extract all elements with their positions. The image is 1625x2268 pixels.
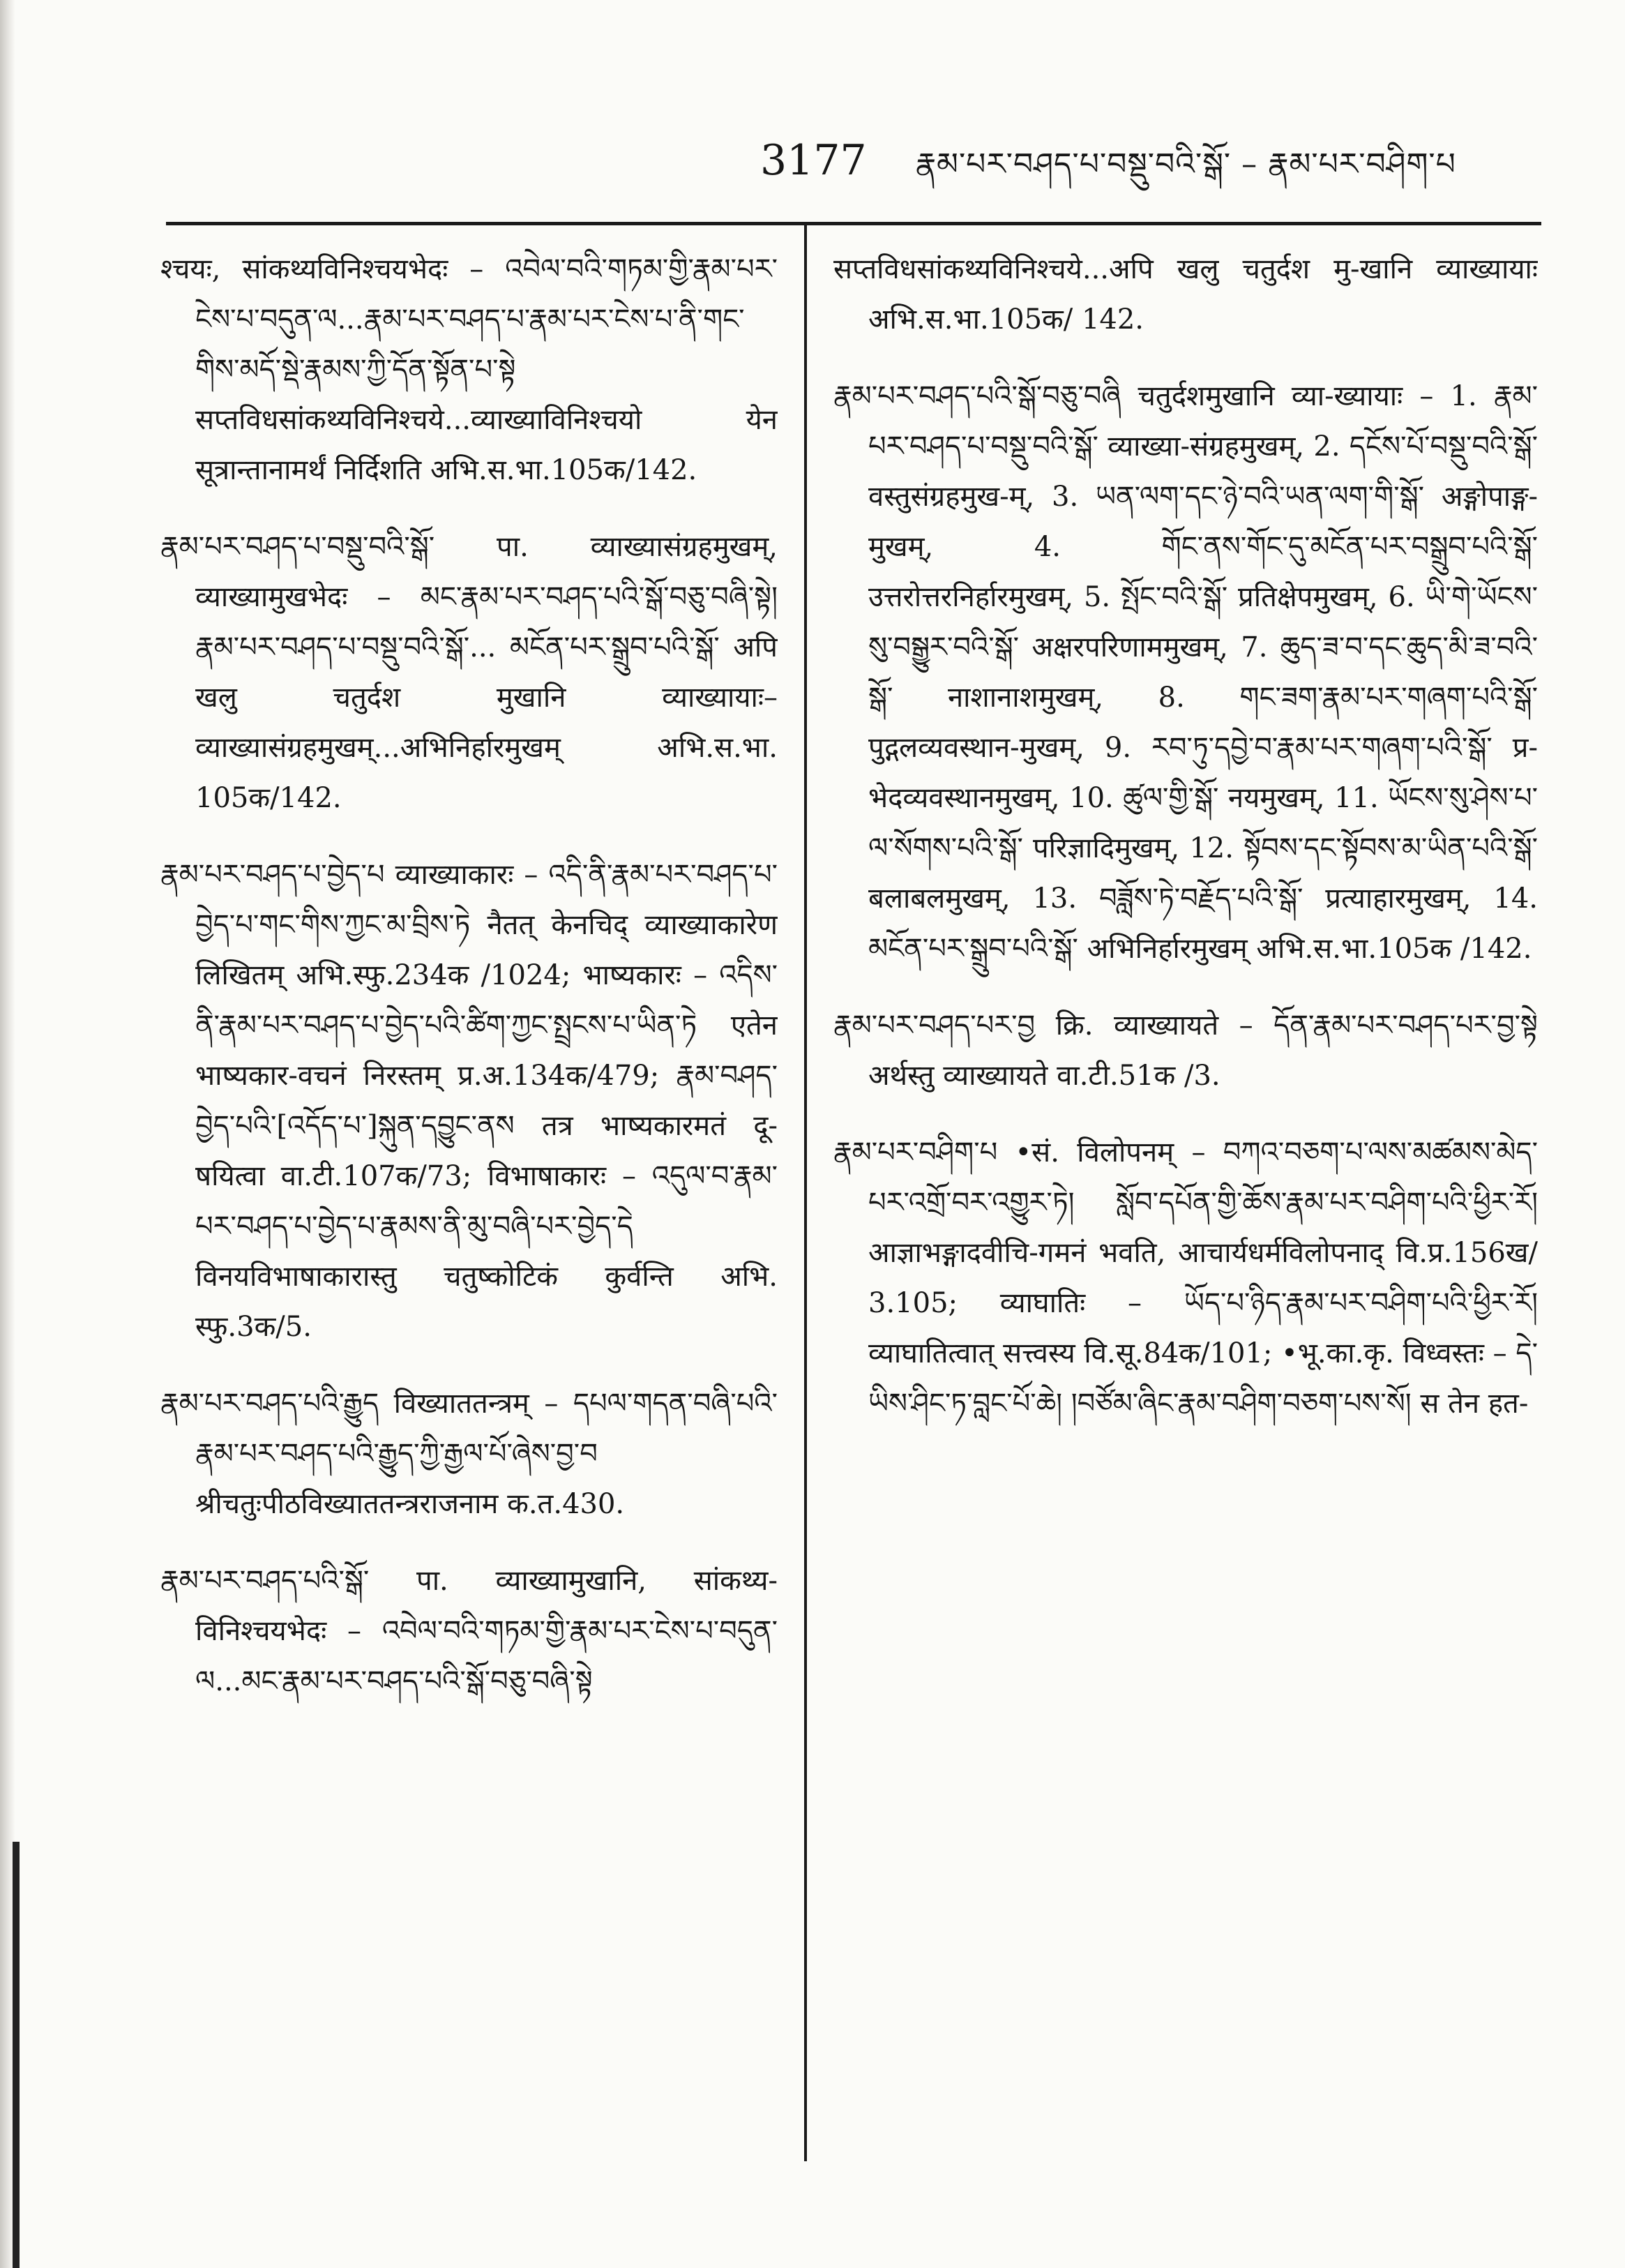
dictionary-entry: श्चयः, सांकथ्यविनिश्चयभेदः – འབེལ་བའི་གཏམ་གྱི་རྣམ་པར་ངེས་པ་བདུན་ལ...རྣམ་པར་བཤད་པ་རྣམ་པར་ངེས་པ་ནི་གང་གིས་མདོ་སྡེ་རྣམས་ཀྱི་དོན་སྟོན་པ་སྟེ सप्तविधसांकथ्यविनिश्चये...व्याख्याविनिश्चयो येन सूत्रान्तानामर्थं निर्दिशति अभि.स.भा.105क/142. — [160, 253, 778, 486]
dictionary-entry: རྣམ་པར་བཤིག་པ •सं. विलोपनम् – བཀའ་བཅག་པ་ལས་མཚམས་མེད་པར་འགྲོ་བར་འགྱུར་ཏེ། སློབ་དཔོན་གྱི་ཆོས་རྣམ་པར་བཤིག་པའི་ཕྱིར་རོ། आज्ञाभङ्गादवीचि-गमनं भवति, आचार्यधर्मविलोपनाद् वि.प्र.156ख/ 3.105; व्याघातिः – ཡོད་པ་ཉིད་རྣམ་པར་བཤིག་པའི་ཕྱིར་རོ། व्याघातित्वात् सत्त्वस्य वि.सू.84क/101; •भू.का.कृ. विध्वस्तः – དེ་ཡིས་ཤིང་ཏ་བླང་པོ་ཆེ། །བཙོམ་ཞིང་རྣམ་བཤིག་བཅག་པས་སོ། स तेन हत- — [833, 1136, 1538, 1420]
header-rule — [166, 222, 1541, 225]
page-header — [760, 119, 1576, 185]
dictionary-entry: རྣམ་པར་བཤད་པར་བྱ क्रि. व्याख्यायते – དོན་རྣམ་པར་བཤད་པར་བྱ་སྟེ अर्थस्तु व्याख्यायते वा.टी.51क /3. — [833, 1009, 1538, 1092]
binding-edge-mark — [13, 1842, 20, 2268]
dictionary-entry: རྣམ་པར་བཤད་པའི་སྒོ་ पा. व्याख्यामुखानि, सांकथ्य-विनिश्चयभेदः – འབེལ་བའི་གཏམ་གྱི་རྣམ་པར་ངེས་པ་བདུན་ལ...མང་རྣམ་པར་བཤད་པའི་སྒོ་བཅུ་བཞི་སྟེ — [160, 1565, 778, 1697]
left-column — [160, 244, 778, 2170]
right-column — [833, 244, 1538, 2170]
dictionary-entry: རྣམ་པར་བཤད་པ་བྱེད་པ व्याख्याकारः – འདི་ནི་རྣམ་པར་བཤད་པ་བྱེད་པ་གང་གིས་ཀྱང་མ་བྲིས་ཏེ नैतत् केनचिद् व्याख्याकारेण लिखितम् अभि.स्फु.234क /1024; भाष्यकारः – འདིས་ནི་རྣམ་པར་བཤད་པ་བྱེད་པའི་ཚིག་ཀྱང་སྤྲངས་པ་ཡིན་ཏེ एतेन भाष्यकार-वचनं निरस्तम् प्र.अ.134क/479; རྣམ་བཤད་བྱེད་པའི་[འདོད་པ་]སྐུན་དབྱུང་ནས तत्र भाष्यकारमतं दू-षयित्वा वा.टी.107क/73; विभाषाकारः – འདུལ་བ་རྣམ་པར་བཤད་པ་བྱེད་པ་རྣམས་ནི་མུ་བཞི་པར་བྱེད་དེ विनयविभाषाकारास्तु चतुष्कोटिकं कुर्वन्ति अभि. स्फु.3क/5. — [160, 859, 778, 1343]
dictionary-entry: རྣམ་པར་བཤད་པའི་རྒྱུད विख्याततन्त्रम् – དཔལ་གདན་བཞི་པའི་རྣམ་པར་བཤད་པའི་རྒྱུད་ཀྱི་རྒྱལ་པོ་ཞེས་བྱ་བ श्रीचतुःपीठविख्याततन्त्रराजनाम क.त.430. — [160, 1388, 778, 1520]
column-divider — [804, 222, 807, 2161]
dictionary-entry: རྣམ་པར་བཤད་པའི་སྒོ་བཅུ་བཞི चतुर्दशमुखानि व्या-ख्यायाः – 1. རྣམ་པར་བཤད་པ་བསྡུ་བའི་སྒོ་ व्याख्या-संग्रहमुखम्, 2. དངོས་པོ་བསྡུ་བའི་སྒོ་ वस्तुसंग्रहमुख-म्, 3. ཡན་ལག་དང་ཉེ་བའི་ཡན་ལག་གི་སྒོ་ अङ्गोपाङ्ग-मुखम्, 4. གོང་ནས་གོང་དུ་མངོན་པར་བསྒྲུབ་པའི་སྒོ་ उत्तरोत्तरनिर्हारमुखम्, 5. སྤོང་བའི་སྒོ་ प्रतिक्षेपमुखम्, 6. ཡི་གེ་ཡོངས་སུ་བསྒྱུར་བའི་སྒོ་ अक्षरपरिणाममुखम्, 7. ཆུད་ཟ་བ་དང་ཆུད་མི་ཟ་བའི་སྒོ་ नाशानाशमुखम्, 8. གང་ཟག་རྣམ་པར་གཞག་པའི་སྒོ་ पुद्गलव्यवस्थान-मुखम्, 9. རབ་ཏུ་དབྱེ་བ་རྣམ་པར་གཞག་པའི་སྒོ་ प्र-भेदव्यवस्थानमुखम्, 10. ཚུལ་གྱི་སྒོ་ नयमुखम्, 11. ཡོངས་སུ་ཤེས་པ་ལ་སོགས་པའི་སྒོ་ परिज्ञादिमुखम्, 12. སྟོབས་དང་སྟོབས་མ་ཡིན་པའི་སྒོ་ बलाबलमुखम्, 13. བཟློས་ཏེ་བརྗོད་པའི་སྒོ་ प्रत्याहारमुखम्, 14. མངོན་པར་སྒྲུབ་པའི་སྒོ་ अभिनिर्हारमुखम् अभि.स.भा.105क /142. — [833, 380, 1538, 965]
running-title: རྣམ་པར་བཤད་པ་བསྡུ་བའི་སྒོ་ – རྣམ་པར་བཤིག་པ — [915, 146, 1456, 182]
dictionary-entry: རྣམ་པར་བཤད་པ་བསྡུ་བའི་སྒོ་ पा. व्याख्यासंग्रहमुखम्, व्याख्यामुखभेदः – མང་རྣམ་པར་བཤད་པའི་སྒོ་བཅུ་བཞི་སྟེ། རྣམ་པར་བཤད་པ་བསྡུ་བའི་སྒོ་... མངོན་པར་སྒྲུབ་པའི་སྒོ་ अपि खलु चतुर्दश मुखानि व्याख्यायाः– व्याख्यासंग्रहमुखम्...अभिनिर्हारमुखम् अभि.स.भा. 105क/142. — [160, 531, 778, 814]
dictionary-entry: सप्तविधसांकथ्यविनिश्चये...अपि खलु चतुर्दश मु-खानि व्याख्यायाः अभि.स.भा.105क/ 142. — [833, 253, 1538, 336]
page-number: 3177 — [760, 136, 867, 185]
